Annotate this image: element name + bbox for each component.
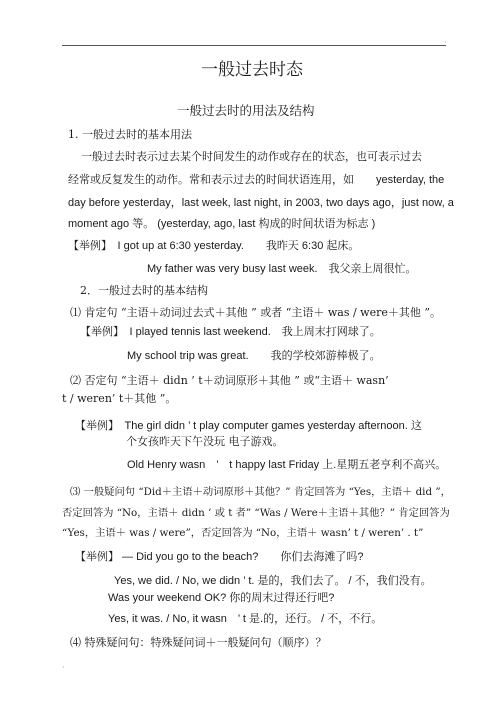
example-2: My father was very busy last week. 我父亲上周很忙。 [147,263,417,275]
usage-paragraph-line-3: day before yesterday，last week, last night, in 2003, two days ago，just now, a [68,197,454,209]
example-4: My school trip was great. 我的学校郊游棒极了。 [127,350,381,362]
usage-paragraph-line-4: moment ago 等。 (yesterday, ago, last 构成的时间状语为标志 ) [68,218,376,230]
heading-basic-structure: 2．一般过去时的基本结构 [80,284,208,297]
header-rule [62,45,446,46]
question-rule-line-1: ⑶ 一般疑问句 “Did＋主语＋动词原形＋其他？” 肯定回答为 “Yes，主语＋ did ”， [70,486,451,498]
special-question-rule: ⑷ 特殊疑问句：特殊疑问词＋一般疑问句（顺序）？ [70,636,327,649]
question-rule-line-3: “Yes，主语＋ was / were”，否定回答为 “No，主语＋ wasn’ t / weren’ . t” [62,527,424,539]
example-9: Was your weekend OK? 你的周末过得还行吧? [108,592,335,604]
example-5-line-2: 个女孩昨天下午没玩 电子游戏。 [126,435,284,448]
usage-paragraph-line-1: 一般过去时表示过去某个时间发生的动作或存在的状态，也可表示过去 [81,150,422,163]
heading-basic-usage: 1. 一般过去时的基本用法 [68,128,192,141]
example-8: Yes, we did. / No, we didn ’ t. 是的，我们去了。 / 不，我们没有。 [114,575,432,587]
page-title: 一般过去时态 [201,60,303,80]
example-5-line-1: 【举例】 The girl didn ’ t play computer games yesterday afternoon. 这 [75,420,422,432]
usage-paragraph-line-2: 经常或反复发生的动作。常和表示过去的时间状语连用，如 yesterday, the [68,174,445,186]
section-subtitle: 一般过去时的用法及结构 [177,103,315,118]
example-7: 【举例】 — Did you go to the beach? 你们去海滩了吗? [75,551,364,563]
negative-rule-line-2: t / weren’ t＋其他 ”。 [62,392,177,405]
affirmative-rule: ⑴ 肯定句 “主语＋动词过去式＋其他 ” 或者 “主语＋ was / were＋其他 ”。 [70,306,441,319]
example-3: 【举例】 I played tennis last weekend. 我上周末打网球了。 [80,326,381,338]
question-rule-line-2: 否定回答为 “No，主语＋ didn ’ 或 t 者” “Was / Were＋主语＋其他？” 肯定回答为 [62,507,450,519]
negative-rule-line-1: ⑵ 否定句 “主语＋ didn ’ t＋动词原形＋其他 ” 或“主语＋ wasn’ [70,374,389,387]
example-6: Old Henry wasn ’ t happy last Friday 上.星期五老亨利不高兴。 [127,459,447,471]
example-1: 【举例】 I got up at 6:30 yesterday. 我昨天 6:30 起床。 [68,240,360,252]
header-dot: · [444,38,447,47]
example-10: Yes, it was. / No, it wasn ’ t 是.的，还行。 / 不，不行。 [108,613,383,625]
footer-dot: · [62,663,65,672]
